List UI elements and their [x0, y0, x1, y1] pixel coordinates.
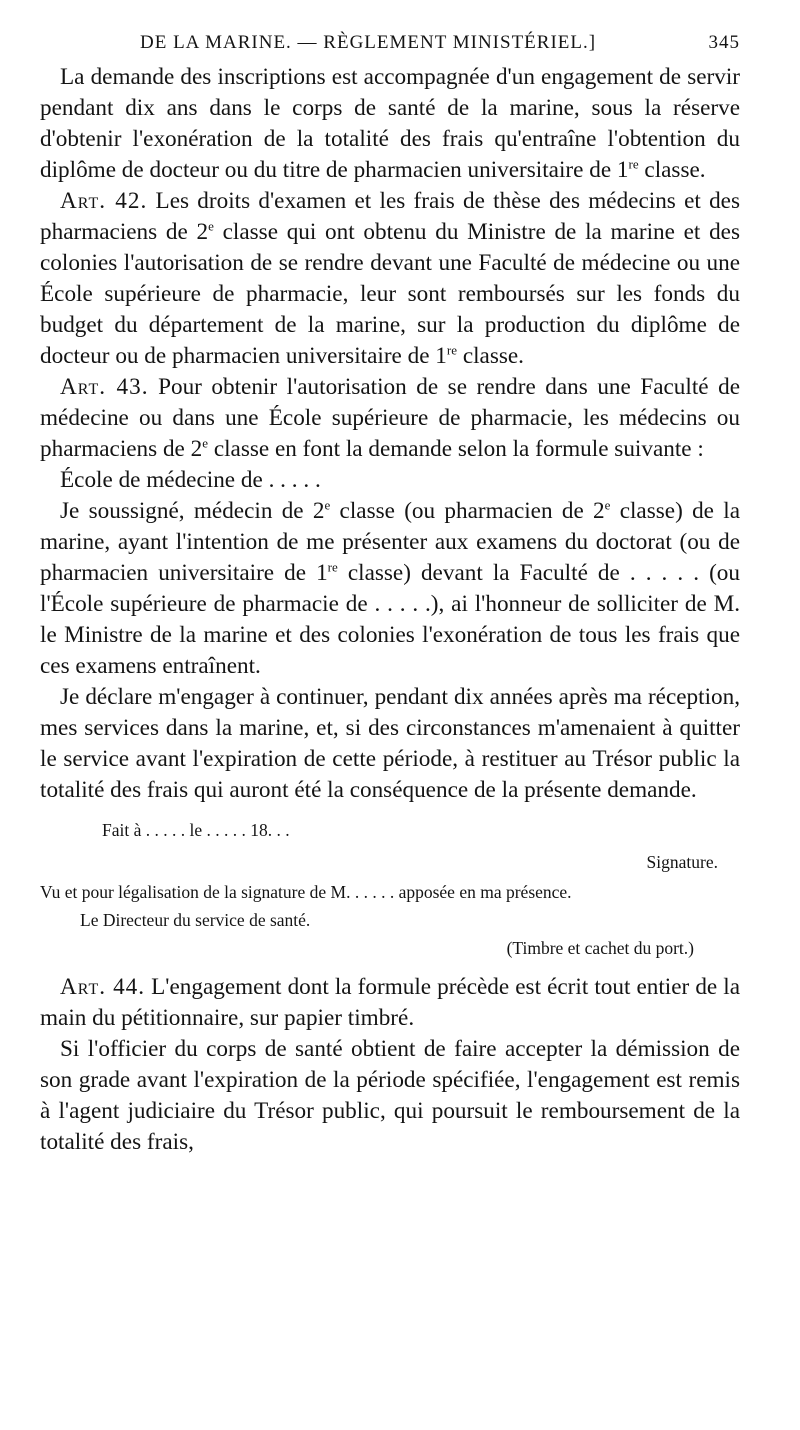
signature-line: Signature. [646, 852, 718, 872]
legalisation-line: Vu et pour légalisation de la signature de M. . . . . . apposée en ma présence. [40, 882, 572, 902]
formula-ecole-line: École de médecine de . . . . . [60, 467, 321, 493]
paragraph-inscriptions: La demande des inscriptions est accompagnée d'un engagement de servir pendant dix ans dans le corps de santé de la marine, sous la réserve d'obtenir l'exonération de la totalité des frais qu'entraîne l'obtention du diplôme de docteur ou du titre de pharmacien universitaire de 1re classe. [40, 64, 740, 183]
running-title: DE LA MARINE. — RÈGLEMENT MINISTÉRIEL.] [140, 32, 597, 53]
article-label: Art. 44. [60, 974, 146, 1000]
page-body [40, 62, 740, 1158]
paragraph-demission: Si l'officier du corps de santé obtient de faire accepter la démission de son grade avant l'expiration de la période spécifiée, l'engagement est remis à l'agent judiciaire du Trésor public, qui poursuit le remboursement de la totalité des frais, [40, 1036, 740, 1155]
page-number: 345 [708, 32, 740, 53]
article-42: Art. 42. Les droits d'examen et les frais de thèse des médecins et des pharmaciens de 2e classe qui ont obtenu du Ministre de la marine et des colonies l'autorisation de se rendre devant une Faculté de médecine ou une École supérieure de pharmacie, leur sont remboursés sur les fonds du budget du département de la marine, sur la production du diplôme de docteur ou de pharmacien universitaire de 1re classe. [40, 188, 740, 369]
formula-request: Je soussigné, médecin de 2e classe (ou pharmacien de 2e classe) de la marine, ayant l'intention de me présenter aux examens du doctorat (ou de pharmacien universitaire de 1re classe) devant la Faculté de . . . . . (ou l'École supérieure de pharmacie de . . . . .), ai l'honneur de solliciter de M. le Ministre de la marine et des colonies l'exonération de tous les frais que ces examens entraînent. [40, 497, 740, 679]
article-label: Art. 43. [60, 374, 149, 400]
article-43: Art. 43. Pour obtenir l'autorisation de se rendre dans une Faculté de médecine ou dans une École supérieure de pharmacie, les médecins ou pharmaciens de 2e classe en font la demande selon la formule suivante : [40, 374, 740, 462]
directeur-line: Le Directeur du service de santé. [80, 910, 311, 930]
formula-signature-block [40, 816, 740, 962]
formula-declaration: Je déclare m'engager à continuer, pendant dix années après ma réception, mes services dans la marine, et, si des circonstances m'amenaient à quitter le service avant l'expiration de cette période, à restituer au Trésor public la totalité des frais qui auront été la conséquence de la présente demande. [40, 684, 740, 803]
article-label: Art. 42. [60, 188, 148, 214]
fait-line: Fait à . . . . . le . . . . . 18. . . [102, 820, 290, 840]
running-header [140, 28, 740, 58]
timbre-line: (Timbre et cachet du port.) [506, 938, 694, 958]
article-44: Art. 44. L'engagement dont la formule précède est écrit tout entier de la main du pétitionnaire, sur papier timbré. [40, 974, 740, 1031]
